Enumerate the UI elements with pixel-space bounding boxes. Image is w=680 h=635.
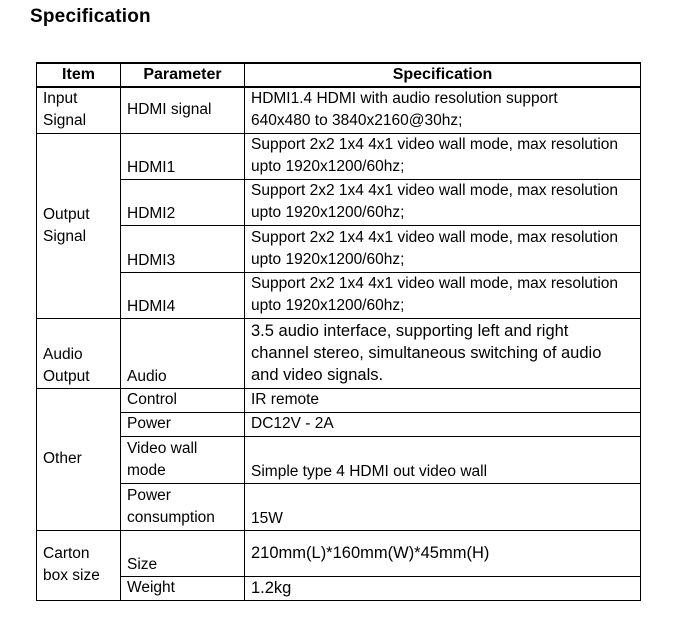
table-row bbox=[37, 530, 641, 576]
param-size: Size bbox=[121, 530, 245, 576]
item-input-signal: Input Signal bbox=[37, 87, 121, 133]
param-hdmi-signal: HDMI signal bbox=[121, 87, 245, 133]
item-other: Other bbox=[37, 388, 121, 530]
param-power-consumption bbox=[121, 483, 245, 530]
table-row bbox=[37, 412, 641, 436]
spec-audio bbox=[245, 318, 641, 388]
param-line: Video wall bbox=[127, 439, 198, 457]
spec-hdmi3 bbox=[245, 225, 641, 272]
spec-weight: 1.2kg bbox=[245, 576, 641, 600]
table-row bbox=[37, 318, 641, 388]
item-audio-output: Audio Output bbox=[37, 318, 121, 388]
spec-input-signal bbox=[245, 87, 641, 133]
param-video-wall-mode bbox=[121, 436, 245, 483]
param-control: Control bbox=[121, 388, 245, 412]
spec-control: IR remote bbox=[245, 388, 641, 412]
table-row bbox=[37, 87, 641, 133]
table-row bbox=[37, 179, 641, 225]
table-row bbox=[37, 272, 641, 318]
spec-hdmi2 bbox=[245, 179, 641, 225]
spec-line: Support 2x2 1x4 4x1 video wall mode, max resolution bbox=[251, 136, 619, 153]
table-row bbox=[37, 225, 641, 272]
param-line: consumption bbox=[127, 508, 215, 526]
spec-line: Support 2x2 1x4 4x1 video wall mode, max resolution bbox=[251, 228, 619, 246]
spec-line: upto 1920x1200/60hz; bbox=[251, 250, 405, 268]
spec-line: and video signals. bbox=[251, 366, 384, 384]
spec-line: 3.5 audio interface, supporting left and right bbox=[251, 322, 569, 340]
param-hdmi2: HDMI2 bbox=[121, 179, 245, 225]
spec-video-wall-mode: Simple type 4 HDMI out video wall bbox=[245, 436, 641, 483]
header-parameter: Parameter bbox=[121, 63, 245, 87]
header-item: Item bbox=[37, 63, 121, 87]
spec-line: HDMI1.4 HDMI with audio resolution support bbox=[251, 90, 558, 108]
param-power: Power bbox=[121, 412, 245, 436]
spec-line: 640x480 to 3840x2160@30hz; bbox=[251, 112, 463, 130]
param-line: mode bbox=[127, 461, 166, 479]
header-specification: Specification bbox=[245, 63, 641, 87]
param-hdmi1: HDMI1 bbox=[121, 133, 245, 179]
param-hdmi3: HDMI3 bbox=[121, 225, 245, 272]
param-audio: Audio bbox=[121, 318, 245, 388]
spec-size: 210mm(L)*160mm(W)*45mm(H) bbox=[245, 530, 641, 576]
spec-hdmi1 bbox=[245, 133, 641, 179]
table-row bbox=[37, 483, 641, 530]
spec-line: upto 1920x1200/60hz; bbox=[251, 158, 405, 175]
spec-hdmi4 bbox=[245, 272, 641, 318]
specification-table bbox=[36, 62, 641, 601]
item-carton-box-size: Carton box size bbox=[37, 530, 121, 600]
page-title: Specification bbox=[30, 6, 151, 27]
param-line: Power bbox=[127, 486, 171, 504]
spec-line: upto 1920x1200/60hz; bbox=[251, 204, 405, 221]
spec-line: upto 1920x1200/60hz; bbox=[251, 297, 405, 314]
table-row bbox=[37, 133, 641, 179]
item-output-signal: Output Signal bbox=[37, 133, 121, 318]
param-hdmi4: HDMI4 bbox=[121, 272, 245, 318]
table-header-row bbox=[37, 63, 641, 87]
spec-line: Support 2x2 1x4 4x1 video wall mode, max resolution bbox=[251, 275, 619, 292]
param-weight: Weight bbox=[121, 576, 245, 600]
spec-line: channel stereo, simultaneous switching of audio bbox=[251, 344, 602, 362]
table-row bbox=[37, 576, 641, 600]
table-row bbox=[37, 436, 641, 483]
spec-power-consumption: 15W bbox=[245, 483, 641, 530]
spec-line: Support 2x2 1x4 4x1 video wall mode, max resolution bbox=[251, 182, 619, 199]
table-row bbox=[37, 388, 641, 412]
spec-power: DC12V - 2A bbox=[245, 412, 641, 436]
